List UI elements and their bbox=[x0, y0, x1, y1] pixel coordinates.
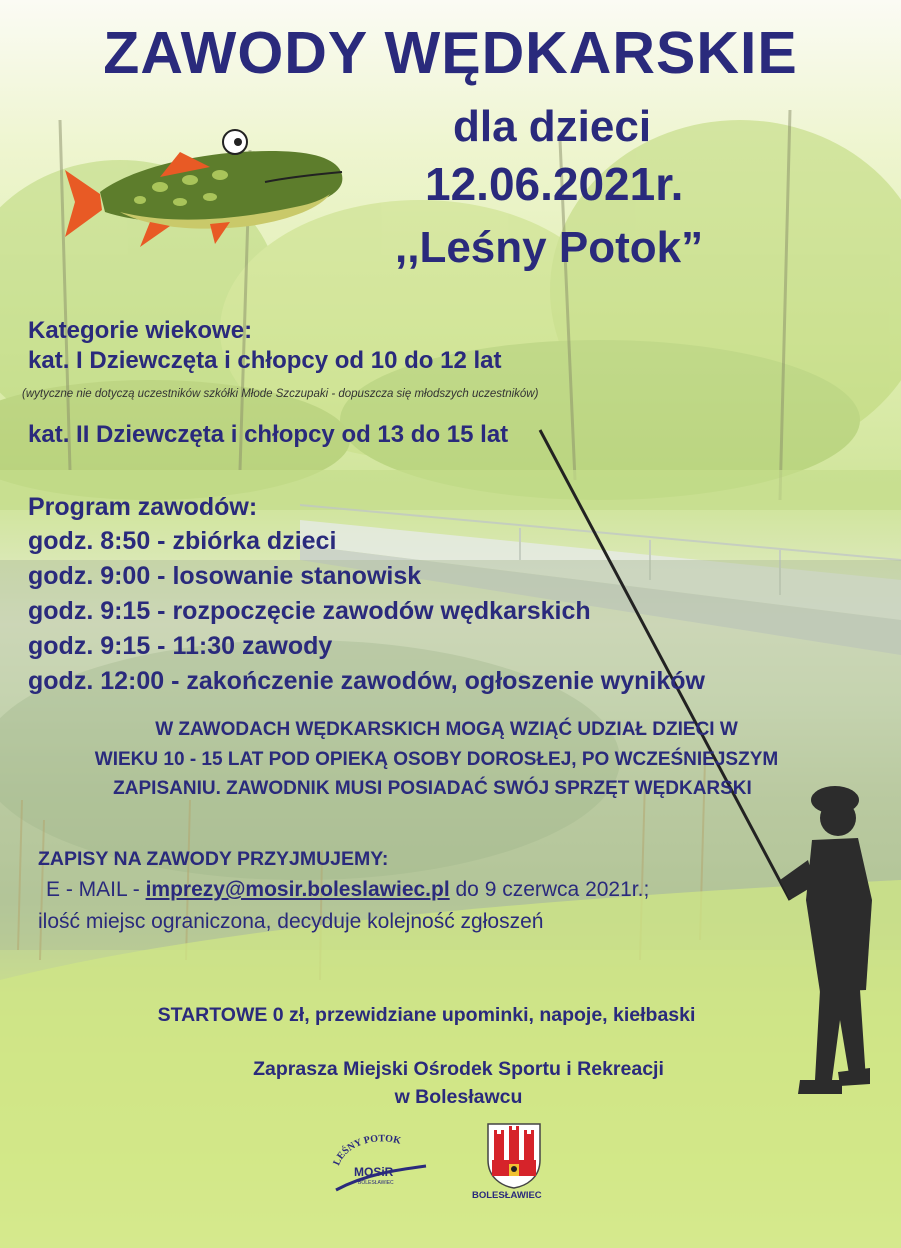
event-date: 12.06.2021r. bbox=[425, 158, 684, 210]
organizer-line: Zaprasza Miejski Ośrodek Sportu i Rekreacji bbox=[253, 1058, 664, 1080]
mosir-name: MOSiR bbox=[354, 1165, 394, 1179]
registration-deadline: do 9 czerwca 2021r.; bbox=[449, 878, 650, 901]
category-note: (wytyczne nie dotyczą uczestników szkółki Młode Szczupaki - dopuszcza się młodszych uczestników) bbox=[22, 388, 539, 400]
program-heading: Program zawodów: bbox=[28, 493, 258, 521]
poster-title: ZAWODY WĘDKARSKIE bbox=[103, 20, 798, 86]
program-item: godz. 12:00 - zakończenie zawodów, ogłoszenie wyników bbox=[28, 667, 705, 695]
notice-line: WIEKU 10 - 15 LAT POD OPIEKĄ OSOBY DOROSŁEJ, PO WCZEŚNIEJSZYM bbox=[94, 749, 779, 770]
category-1: kat. I Dziewczęta i chłopcy od 10 do 12 lat bbox=[28, 347, 502, 374]
notice-line: W ZAWODACH WĘDKARSKICH MOGĄ WZIĄĆ UDZIAŁ DZIECI W bbox=[155, 719, 738, 740]
email-link[interactable]: imprezy@mosir.boleslawiec.pl bbox=[145, 878, 450, 901]
mosir-logo bbox=[326, 1132, 436, 1202]
program-item: godz. 8:50 - zbiórka dzieci bbox=[28, 527, 337, 555]
organizer-city: w Bolesławcu bbox=[394, 1086, 523, 1108]
registration-note: ilość miejsc ograniczona, decyduje kolejność zgłoszeń bbox=[38, 910, 544, 933]
program-item: godz. 9:15 - 11:30 zawody bbox=[28, 632, 333, 660]
boleslawiec-coat-of-arms bbox=[484, 1120, 544, 1190]
fee-info: STARTOWE 0 zł, przewidziane upominki, napoje, kiełbaski bbox=[157, 1004, 696, 1026]
registration-email-line bbox=[46, 878, 649, 902]
category-2: kat. II Dziewczęta i chłopcy od 13 do 15 lat bbox=[28, 421, 509, 448]
svg-text:LEŚNY POTOK bbox=[331, 1133, 402, 1167]
notice-line: ZAPISANIU. ZAWODNIK MUSI POSIADAĆ SWÓJ SPRZĘT WĘDKARSKI bbox=[113, 778, 752, 799]
mosir-city: BOLESŁAWIEC bbox=[358, 1180, 394, 1186]
registration-heading: ZAPISY NA ZAWODY PRZYJMUJEMY: bbox=[38, 848, 389, 870]
city-label: BOLESŁAWIEC bbox=[472, 1190, 542, 1201]
audience-subtitle: dla dzieci bbox=[453, 102, 652, 151]
program-item: godz. 9:15 - rozpoczęcie zawodów wędkarskich bbox=[28, 597, 591, 625]
program-item: godz. 9:00 - losowanie stanowisk bbox=[28, 562, 422, 590]
pike-fish-illustration bbox=[60, 122, 350, 262]
categories-heading: Kategorie wiekowe: bbox=[28, 317, 253, 344]
event-place: ,,Leśny Potok” bbox=[395, 223, 704, 272]
email-label: E - MAIL - bbox=[46, 878, 146, 901]
mosir-arc-text: LEŚNY POTOK bbox=[331, 1133, 403, 1168]
